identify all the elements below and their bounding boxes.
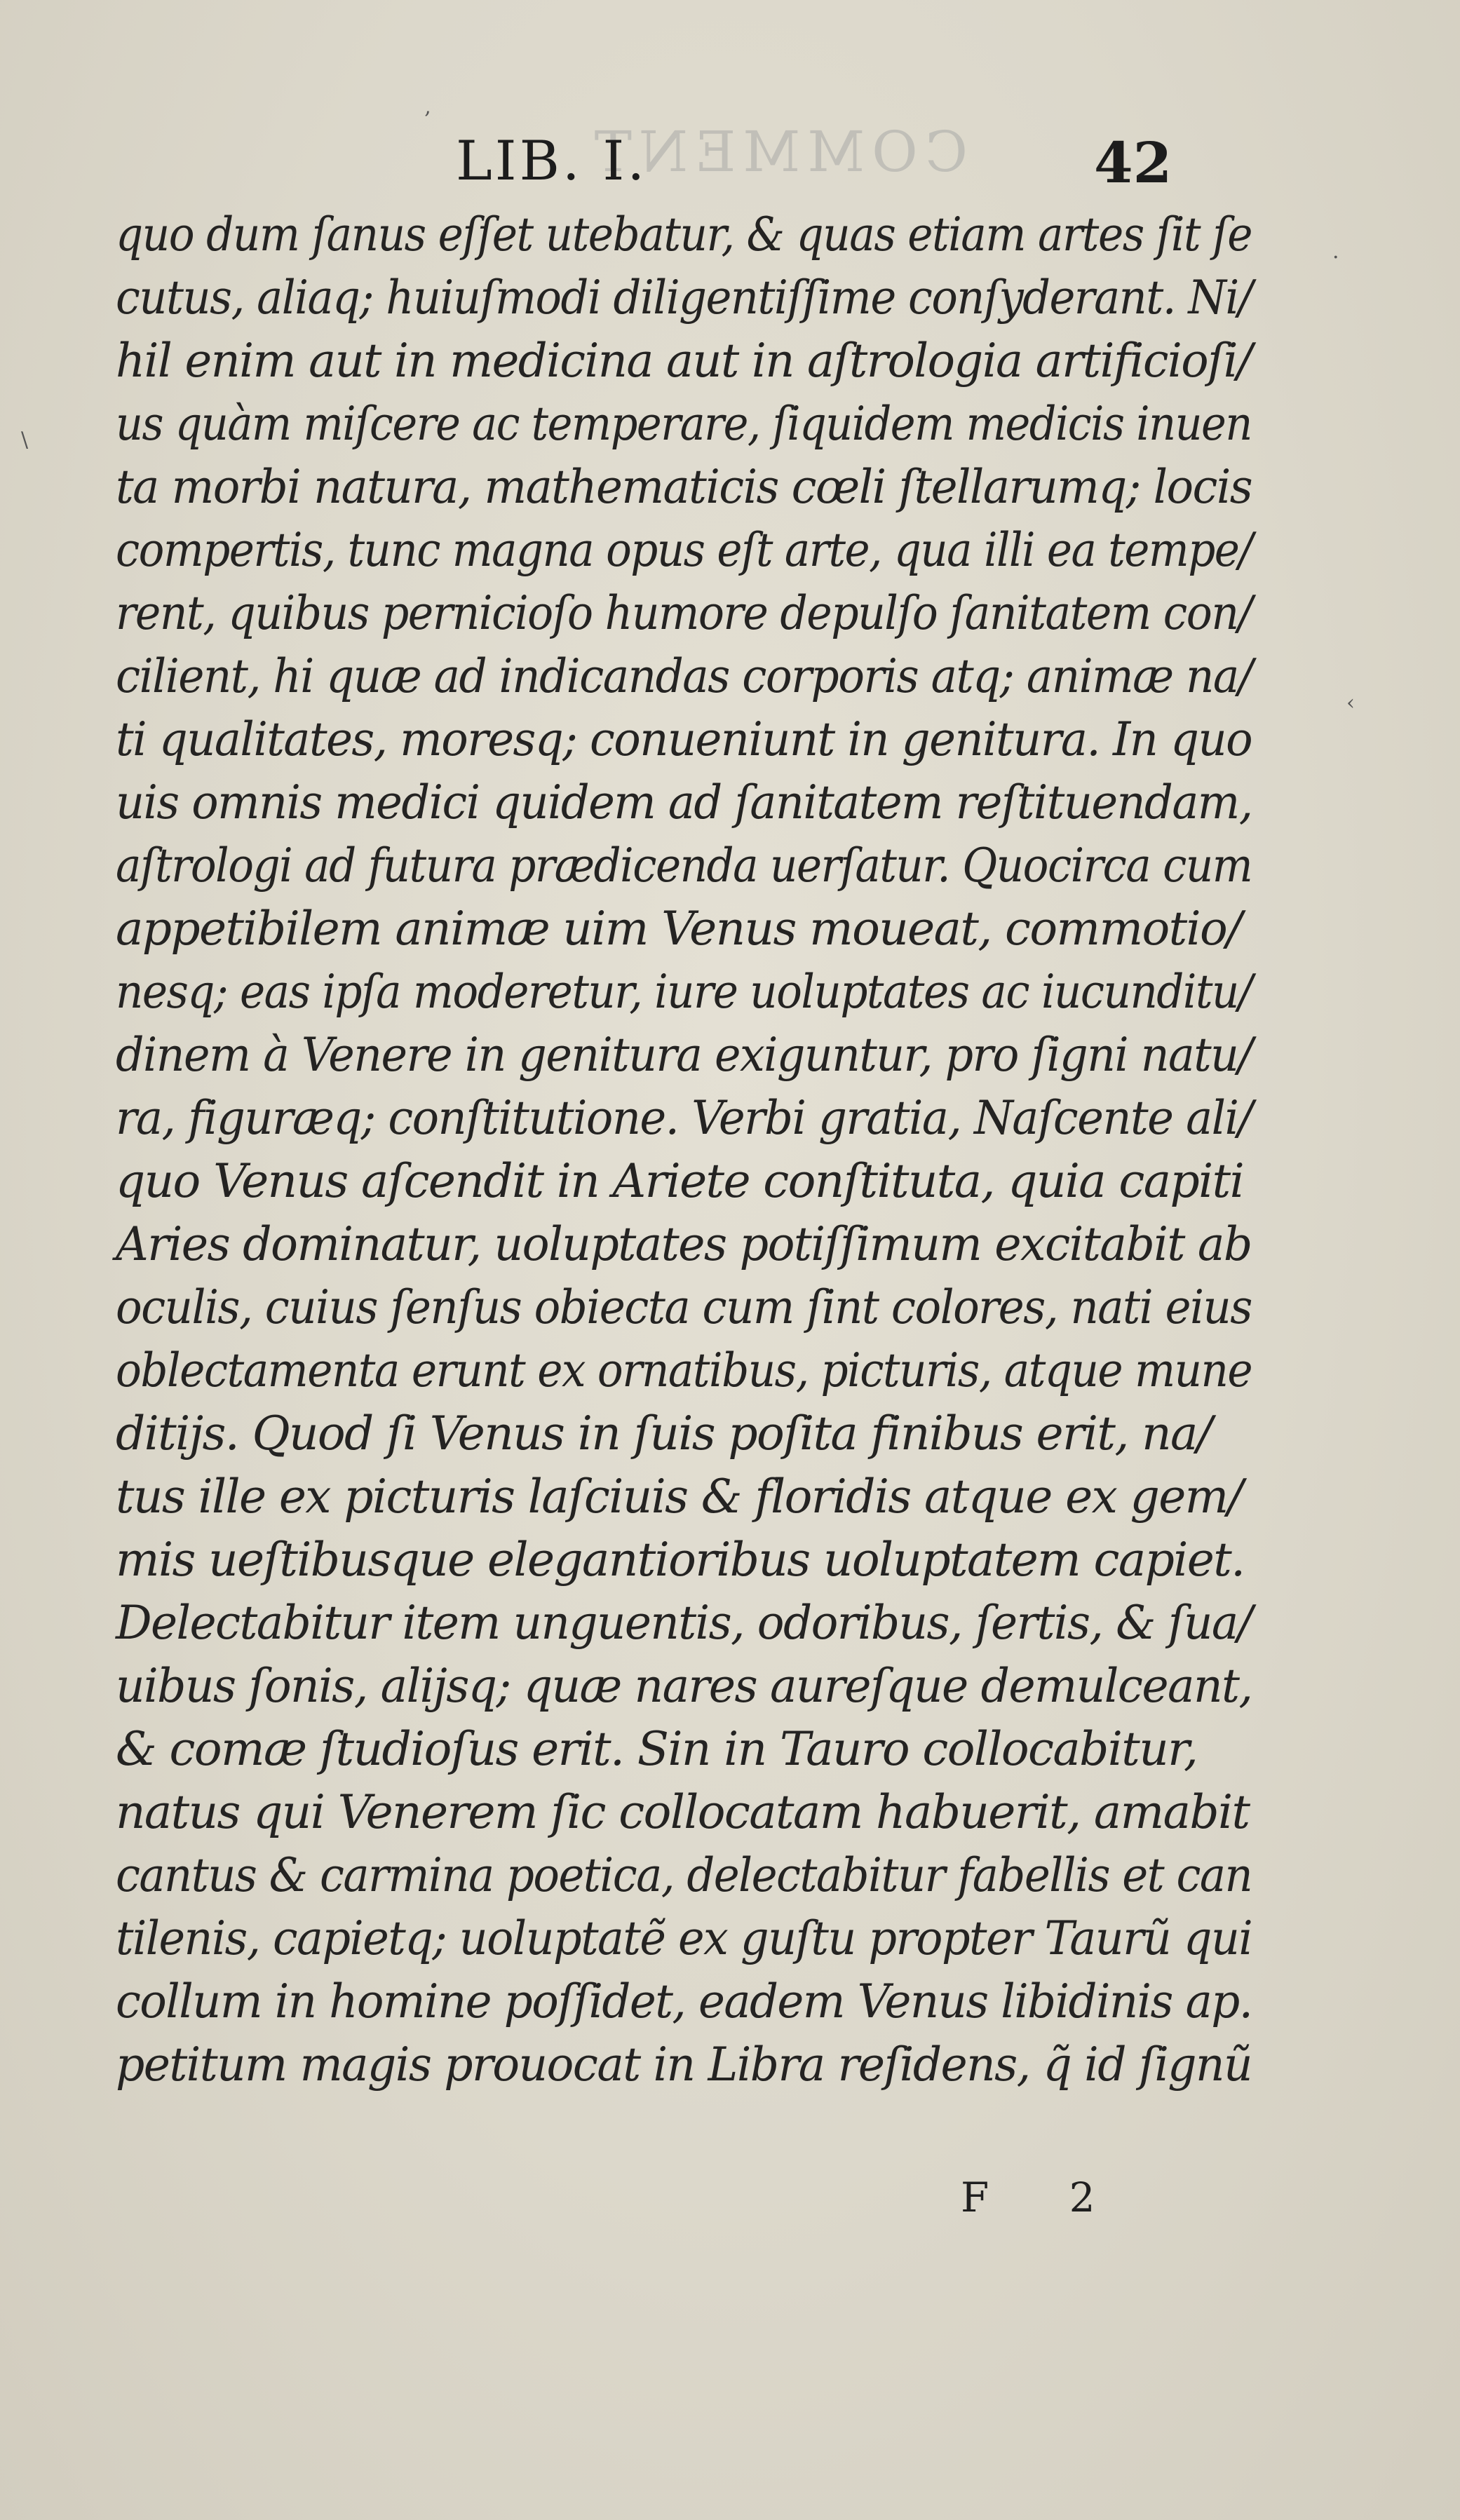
text-line: uis omnis medici quidem ad ſanitatem reſtituendam, <box>116 775 1252 829</box>
text-line: cilient, hi quæ ad indicandas corporis atq; animæ na/ <box>116 649 1252 703</box>
text-line: dinem à Venere in genitura exiguntur, pro ſigni natu/ <box>116 1028 1252 1082</box>
text-line: quo dum ſanus eſſet utebatur, & quas etiam artes ſit ſe <box>116 208 1252 262</box>
text-line: ti qualitates, moresq; conueniunt in genitura. In quo <box>116 712 1252 766</box>
text-line: rent, quibus pernicioſo humore depulſo ſanitatem con/ <box>116 586 1252 640</box>
ink-speck-mark: ‹ <box>1346 691 1355 715</box>
text-line: ra, figuræq; conſtitutione. Verbi gratia, Naſcente ali/ <box>116 1091 1252 1145</box>
text-line: tilenis, capietq; uoluptatẽ ex guſtu propter Taurũ qui <box>116 1911 1252 1965</box>
text-line: & comæ ſtudioſus erit. Sin in Tauro collocabitur, <box>116 1722 1198 1776</box>
ink-speck-mark: · <box>1332 245 1339 270</box>
text-line: tus ille ex picturis laſciuis & floridis atque ex gem/ <box>116 1470 1243 1524</box>
page-number: 42 <box>1094 130 1172 196</box>
page-header <box>0 130 1460 207</box>
text-line: nesq; eas ipſa moderetur, iure uoluptates ac iucunditu/ <box>116 965 1252 1019</box>
text-line: compertis, tunc magna opus eſt arte, qua illi ea tempe/ <box>116 523 1252 577</box>
text-line: mis ueſtibusque elegantioribus uoluptatem capiet. <box>116 1533 1245 1587</box>
text-line: collum in homine poſſidet, eadem Venus libidinis ap. <box>116 1974 1252 2028</box>
text-line: cutus, aliaq; huiuſmodi diligentiſſime conſyderant. Ni/ <box>116 271 1252 325</box>
text-line: hil enim aut in medicina aut in aſtrologia artificioſi/ <box>116 334 1252 388</box>
text-line: us quàm miſcere ac temperare, ſiquidem medicis inuen <box>116 397 1252 451</box>
ink-speck-mark: \ <box>21 428 29 452</box>
ink-speck-mark: ‚ <box>424 95 431 119</box>
text-line: cantus & carmina poetica, delectabitur fabellis et can <box>116 1848 1252 1902</box>
bleed-through-text: COMMENT <box>587 119 968 184</box>
text-line: quo Venus aſcendit in Ariete conſtituta, quia capiti <box>116 1154 1244 1208</box>
text-line: appetibilem animæ uim Venus moueat, commotio/ <box>116 902 1241 956</box>
text-line: oblectamenta erunt ex ornatibus, picturis, atque mune <box>116 1343 1252 1397</box>
text-line: ta morbi natura, mathematicis cœli ſtellarumq; locis <box>116 460 1252 514</box>
text-line: ditijs. Quod ſi Venus in ſuis poſita finibus erit, na/ <box>116 1407 1212 1461</box>
text-line: Aries dominatur, uoluptates potiſſimum excitabit ab <box>116 1217 1252 1271</box>
running-head: LIB. I. <box>456 130 648 193</box>
signature-mark: F 2 <box>961 2174 1129 2221</box>
text-line: Delectabitur item unguentis, odoribus, ſertis, & ſua/ <box>116 1596 1252 1650</box>
text-line: petitum magis prouocat in Libra reſidens, q̃ id ſignũ <box>116 2038 1252 2092</box>
text-line: uibus ſonis, alijsq; quæ nares aureſque demulceant, <box>116 1659 1252 1713</box>
body-text <box>116 203 1252 2096</box>
text-line: oculis, cuius ſenſus obiecta cum ſint colores, nati eius <box>116 1280 1252 1334</box>
text-line: natus qui Venerem ſic collocatam habuerit, amabit <box>116 1785 1250 1839</box>
text-line: aſtrologi ad futura prædicenda uerſatur. Quocirca cum <box>116 839 1252 893</box>
